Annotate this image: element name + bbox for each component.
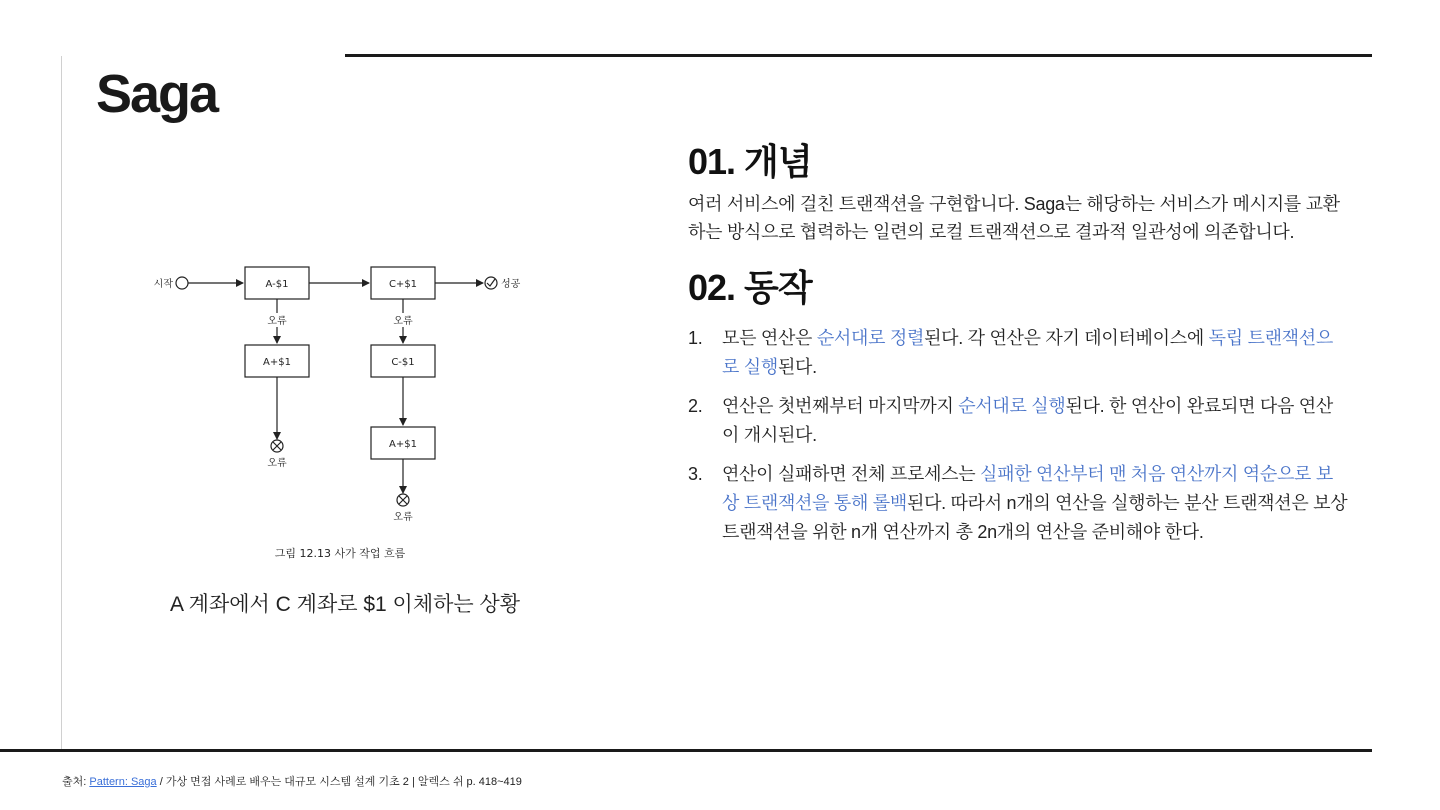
slide-title: Saga (96, 64, 218, 124)
svg-text:C-$1: C-$1 (391, 357, 415, 368)
error-label-a: 오류 (267, 316, 287, 327)
node-a-minus (245, 267, 309, 299)
svg-text:A+$1: A+$1 (263, 357, 291, 368)
fail-cross-icon-c (397, 494, 409, 506)
highlight-text: 독립 트랜잭션으로 실행 (722, 328, 1333, 377)
pattern-saga-link[interactable]: Pattern: Saga (89, 776, 157, 788)
left-vertical-rule (61, 56, 62, 750)
error-label-final-c: 오류 (393, 512, 413, 523)
figure-description: A 계좌에서 C 계좌로 $1 이체하는 상황 (170, 593, 521, 616)
figure-caption: 그림 12.13 사가 작업 흐름 (274, 547, 406, 560)
node-c-minus (371, 345, 435, 377)
highlight-text: 순서대로 정렬 (816, 328, 925, 348)
content-panel (688, 140, 1348, 557)
start-node-icon (176, 277, 188, 289)
svg-text:C+$1: C+$1 (388, 279, 418, 290)
node-a-plus-1 (245, 345, 309, 377)
step-number: 1. (688, 328, 703, 348)
start-label: 시작 (153, 279, 173, 290)
step-number: 3. (688, 464, 703, 484)
success-label: 성공 (501, 279, 521, 290)
bottom-horizontal-rule (0, 749, 1372, 752)
source-footer: 출처: Pattern: Saga / 가상 면접 사례로 배우는 대규모 시스템 설계 기초 2 | 알렉스 쉬 p. 418~419 (62, 776, 522, 788)
success-check-icon (485, 277, 497, 289)
svg-text:A+$1: A+$1 (389, 439, 417, 450)
error-label-c: 오류 (393, 316, 413, 327)
step-item: 3. 연산이 실패하면 전체 프로세스는 실패한 연산부터 맨 처음 연산까지 역순으로 보상 트랜잭션을 통해 롤백된다. 따라서 n개의 연산을 실행하는 분산 트랜잭션은 보상 트랜잭션을 위한 n개 연산까지 총 2n개의 연산을 준비해야 한다. (688, 460, 1348, 547)
step-item: 2. 연산은 첫번째부터 마지막까지 순서대로 실행된다. 한 연산이 완료되면 다음 연산이 개시된다. (688, 392, 1348, 450)
svg-text:A-$1: A-$1 (265, 279, 289, 290)
top-horizontal-rule (345, 54, 1372, 57)
step-item: 1. 모든 연산은 순서대로 정렬된다. 각 연산은 자기 데이터베이스에 독립 트랜잭션으로 실행된다. (688, 324, 1348, 382)
concept-body: 여러 서비스에 걸친 트랜잭션을 구현합니다. Saga는 해당하는 서비스가 메시지를 교환하는 방식으로 협력하는 일련의 로컬 트랜잭션으로 결과적 일관성에 의존합니다. (688, 194, 1340, 242)
fail-cross-icon-a (271, 440, 283, 452)
operation-heading: 02. 동작 (688, 267, 812, 308)
saga-flow-diagram (135, 255, 555, 585)
operation-steps (688, 324, 1348, 547)
highlight-text: 실패한 연산부터 맨 처음 연산까지 역순으로 보상 트랜잭션을 통해 롤백 (722, 464, 1333, 513)
step-number: 2. (688, 396, 703, 416)
node-a-plus-2 (371, 427, 435, 459)
error-label-final-a: 오류 (267, 458, 287, 469)
concept-heading: 01. 개념 (688, 141, 812, 182)
node-c-plus (371, 267, 435, 299)
highlight-text: 순서대로 실행 (958, 396, 1066, 416)
